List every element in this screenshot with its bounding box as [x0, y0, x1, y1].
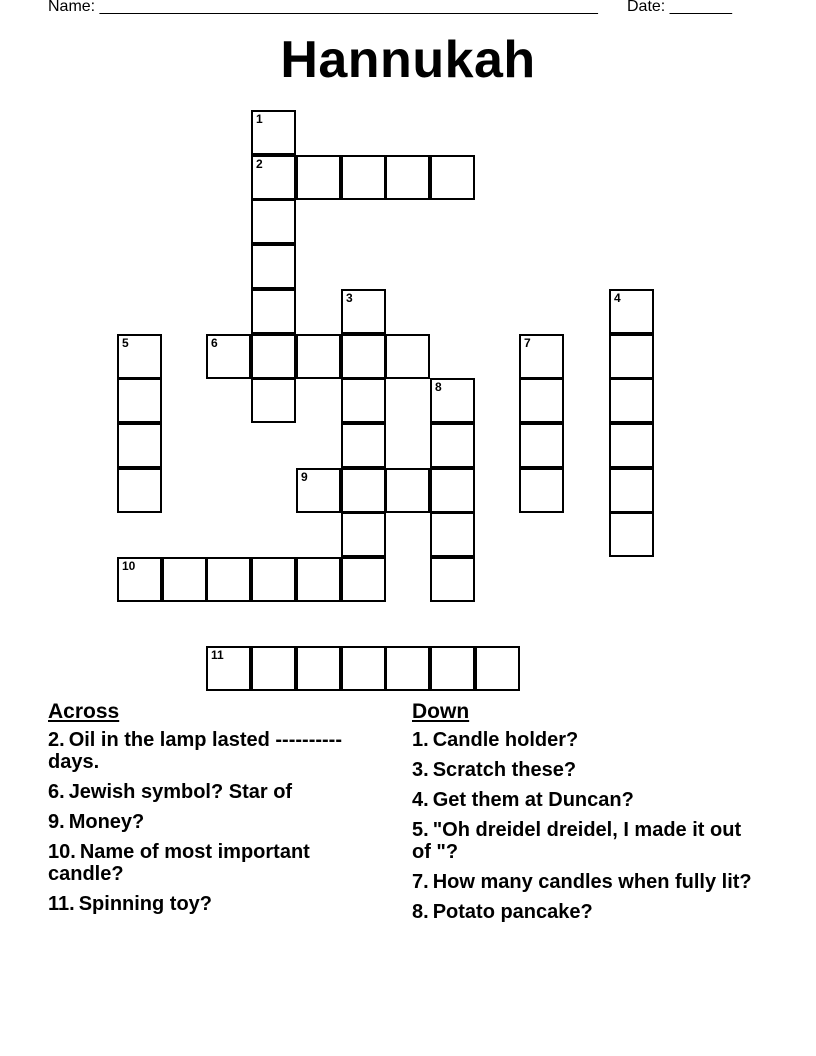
down-clue	[412, 729, 752, 751]
name-field-label: Name: ________________________________________________________	[48, 0, 598, 15]
down-clue	[412, 871, 752, 893]
cell-number: 4	[614, 291, 621, 305]
grid-cell[interactable]	[430, 155, 475, 200]
cell-number: 11	[211, 648, 224, 662]
grid-cell[interactable]	[385, 468, 430, 513]
across-heading: Across	[48, 700, 120, 723]
clue-text: Spinning toy?	[78, 893, 213, 915]
grid-cell[interactable]	[341, 512, 386, 557]
grid-cell[interactable]	[341, 423, 386, 468]
cell-number: 1	[256, 112, 263, 126]
clue-number: 3.	[412, 759, 429, 781]
across-clue	[48, 893, 388, 915]
down-clue	[412, 901, 752, 923]
clue-text: Jewish symbol? Star of	[68, 781, 293, 803]
down-heading: Down	[412, 700, 470, 723]
grid-cell[interactable]	[251, 557, 296, 602]
clue-number: 7.	[412, 871, 429, 893]
clue-number: 4.	[412, 789, 429, 811]
grid-cell[interactable]	[385, 334, 430, 379]
down-clues	[412, 701, 752, 931]
grid-cell[interactable]	[296, 468, 341, 513]
grid-cell[interactable]	[162, 557, 207, 602]
grid-cell[interactable]	[296, 334, 341, 379]
grid-cell[interactable]	[430, 646, 475, 691]
clue-number: 1.	[412, 729, 429, 751]
grid-cell[interactable]	[519, 378, 564, 423]
down-clue	[412, 819, 752, 863]
grid-cell[interactable]	[519, 334, 564, 379]
across-clue	[48, 781, 388, 803]
date-field-label: Date: _______	[627, 0, 732, 15]
grid-cell[interactable]	[251, 244, 296, 289]
clue-number: 5.	[412, 819, 429, 841]
grid-cell[interactable]	[519, 468, 564, 513]
grid-cell[interactable]	[296, 646, 341, 691]
grid-cell[interactable]	[206, 557, 251, 602]
grid-cell[interactable]	[251, 646, 296, 691]
cell-number: 6	[211, 336, 218, 350]
clue-text: Oil in the lamp lasted ---------- days.	[48, 729, 342, 773]
grid-cell[interactable]	[341, 289, 386, 334]
cell-number: 7	[524, 336, 531, 350]
grid-cell[interactable]	[385, 155, 430, 200]
cell-number: 5	[122, 336, 129, 350]
grid-cell[interactable]	[206, 334, 251, 379]
grid-cell[interactable]	[117, 557, 162, 602]
clue-text: Scratch these?	[432, 759, 577, 781]
grid-cell[interactable]	[430, 423, 475, 468]
grid-cell[interactable]	[117, 334, 162, 379]
grid-cell[interactable]	[609, 423, 654, 468]
grid-cell[interactable]	[430, 378, 475, 423]
grid-cell[interactable]	[251, 110, 296, 155]
page-title: Hannukah	[280, 31, 536, 89]
down-clue	[412, 759, 752, 781]
cell-number: 2	[256, 157, 263, 171]
grid-cell[interactable]	[341, 557, 386, 602]
clue-number: 10.	[48, 841, 76, 863]
grid-cell[interactable]	[385, 646, 430, 691]
grid-cell[interactable]	[609, 334, 654, 379]
clue-number: 6.	[48, 781, 65, 803]
grid-cell[interactable]	[430, 512, 475, 557]
clue-number: 11.	[48, 893, 75, 915]
clue-text: Money?	[68, 811, 145, 833]
down-clue	[412, 789, 752, 811]
grid-cell[interactable]	[251, 334, 296, 379]
clue-text: Get them at Duncan?	[432, 789, 634, 811]
grid-cell[interactable]	[430, 557, 475, 602]
grid-cell[interactable]	[475, 646, 520, 691]
cell-number: 8	[435, 380, 442, 394]
grid-cell[interactable]	[251, 199, 296, 244]
grid-cell[interactable]	[609, 378, 654, 423]
across-clue	[48, 811, 388, 833]
clue-text: Candle holder?	[432, 729, 579, 751]
cell-number: 9	[301, 470, 308, 484]
across-clues	[48, 701, 388, 923]
cell-number: 10	[122, 559, 136, 573]
grid-cell[interactable]	[341, 334, 386, 379]
clue-number: 9.	[48, 811, 65, 833]
grid-cell[interactable]	[609, 468, 654, 513]
grid-cell[interactable]	[251, 378, 296, 423]
grid-cell[interactable]	[296, 155, 341, 200]
clue-text: "Oh dreidel dreidel, I made it out of "?	[412, 819, 742, 863]
grid-cell[interactable]	[341, 378, 386, 423]
grid-cell[interactable]	[430, 468, 475, 513]
across-clue	[48, 729, 388, 773]
clue-number: 8.	[412, 901, 429, 923]
grid-cell[interactable]	[296, 557, 341, 602]
grid-cell[interactable]	[519, 423, 564, 468]
grid-cell[interactable]	[251, 155, 296, 200]
clue-text: Name of most important candle?	[48, 841, 310, 885]
grid-cell[interactable]	[117, 378, 162, 423]
grid-cell[interactable]	[206, 646, 251, 691]
grid-cell[interactable]	[341, 646, 386, 691]
grid-cell[interactable]	[609, 289, 654, 334]
clue-text: How many candles when fully lit?	[432, 871, 752, 893]
grid-cell[interactable]	[341, 155, 386, 200]
grid-cell[interactable]	[117, 468, 162, 513]
grid-cell[interactable]	[251, 289, 296, 334]
grid-cell[interactable]	[117, 423, 162, 468]
grid-cell[interactable]	[609, 512, 654, 557]
clue-text: Potato pancake?	[432, 901, 593, 923]
clue-number: 2.	[48, 729, 65, 751]
cell-number: 3	[346, 291, 353, 305]
grid-cell[interactable]	[341, 468, 386, 513]
across-clue	[48, 841, 388, 885]
